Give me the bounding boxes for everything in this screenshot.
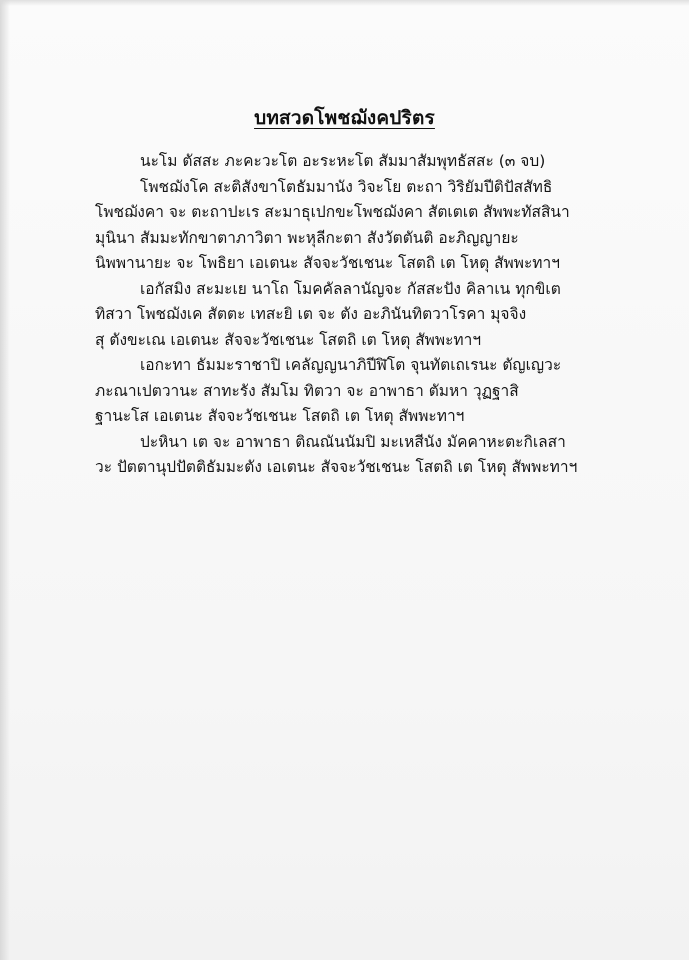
text-line-13: วะ ปัตตานุปปัตติธัมมะตัง เอเตนะ สัจจะวัชเชนะ โสตถิ เต โหตุ สัพพะทาฯ [95, 458, 578, 476]
text-line-3: โพชฌังคา จะ ตะถาปะเร สะมาธุเปกขะโพชฌังคา สัตเตเต สัพพะทัสสินา [95, 203, 570, 221]
page-left-shadow [0, 0, 10, 960]
text-line-1: นะโม ตัสสะ ภะคะวะโต อะระหะโต สัมมาสัมพุทธัสสะ (๓ จบ) [140, 152, 546, 170]
text-line-11: ฐานะโส เอเตนะ สัจจะวัชเชนะ โสตถิ เต โหตุ สัพพะทาฯ [95, 407, 465, 425]
text-line-4: มุนินา สัมมะทักขาตาภาวิตา พะหุลีกะตา สังวัตตันติ อะภิญญายะ [95, 228, 519, 247]
text-line-6: เอกัสมิง สะมะเย นาโถ โมคคัลลานัญจะ กัสสะปัง คิลาเน ทุกขิเต [140, 279, 561, 298]
text-line-2: โพชฌังโค สะติสังขาโตธัมมานัง วิจะโย ตะถา วิริยัมปีติปัสสัทธิ [140, 177, 553, 196]
text-line-7: ทิสวา โพชฌังเค สัตตะ เทสะยิ เต จะ ตัง อะภินันทิตวาโรคา มุจจิง [95, 305, 527, 323]
text-line-12: ปะหินา เต จะ อาพาธา ติณณันนัมปิ มะเหสีนัง มัคคาหะตะกิเลสา [140, 432, 566, 451]
text-line-8: สุ ตังขะเณ เอเตนะ สัจจะวัชเชนะ โสตถิ เต โหตุ สัพพะทาฯ [95, 330, 482, 349]
text-line-9: เอกะทา ธัมมะราชาปิ เคลัญญนาภิปีฬิโต จุนทัตเถเรนะ ตัญเญวะ [140, 356, 562, 374]
document-body [95, 149, 605, 481]
page-top-shadow [0, 0, 689, 6]
text-line-10: ภะณาเปตวานะ สาทะรัง สัมโม ทิตวา จะ อาพาธา ตัมหา วุฏฐาสิ [95, 381, 519, 400]
document-title: บทสวดโพชฌังคปริตร [254, 107, 435, 129]
text-line-5: นิพพานายะ จะ โพธิยา เอเตนะ สัจจะวัชเชนะ โสตถิ เต โหตุ สัพพะทาฯ [95, 254, 560, 272]
